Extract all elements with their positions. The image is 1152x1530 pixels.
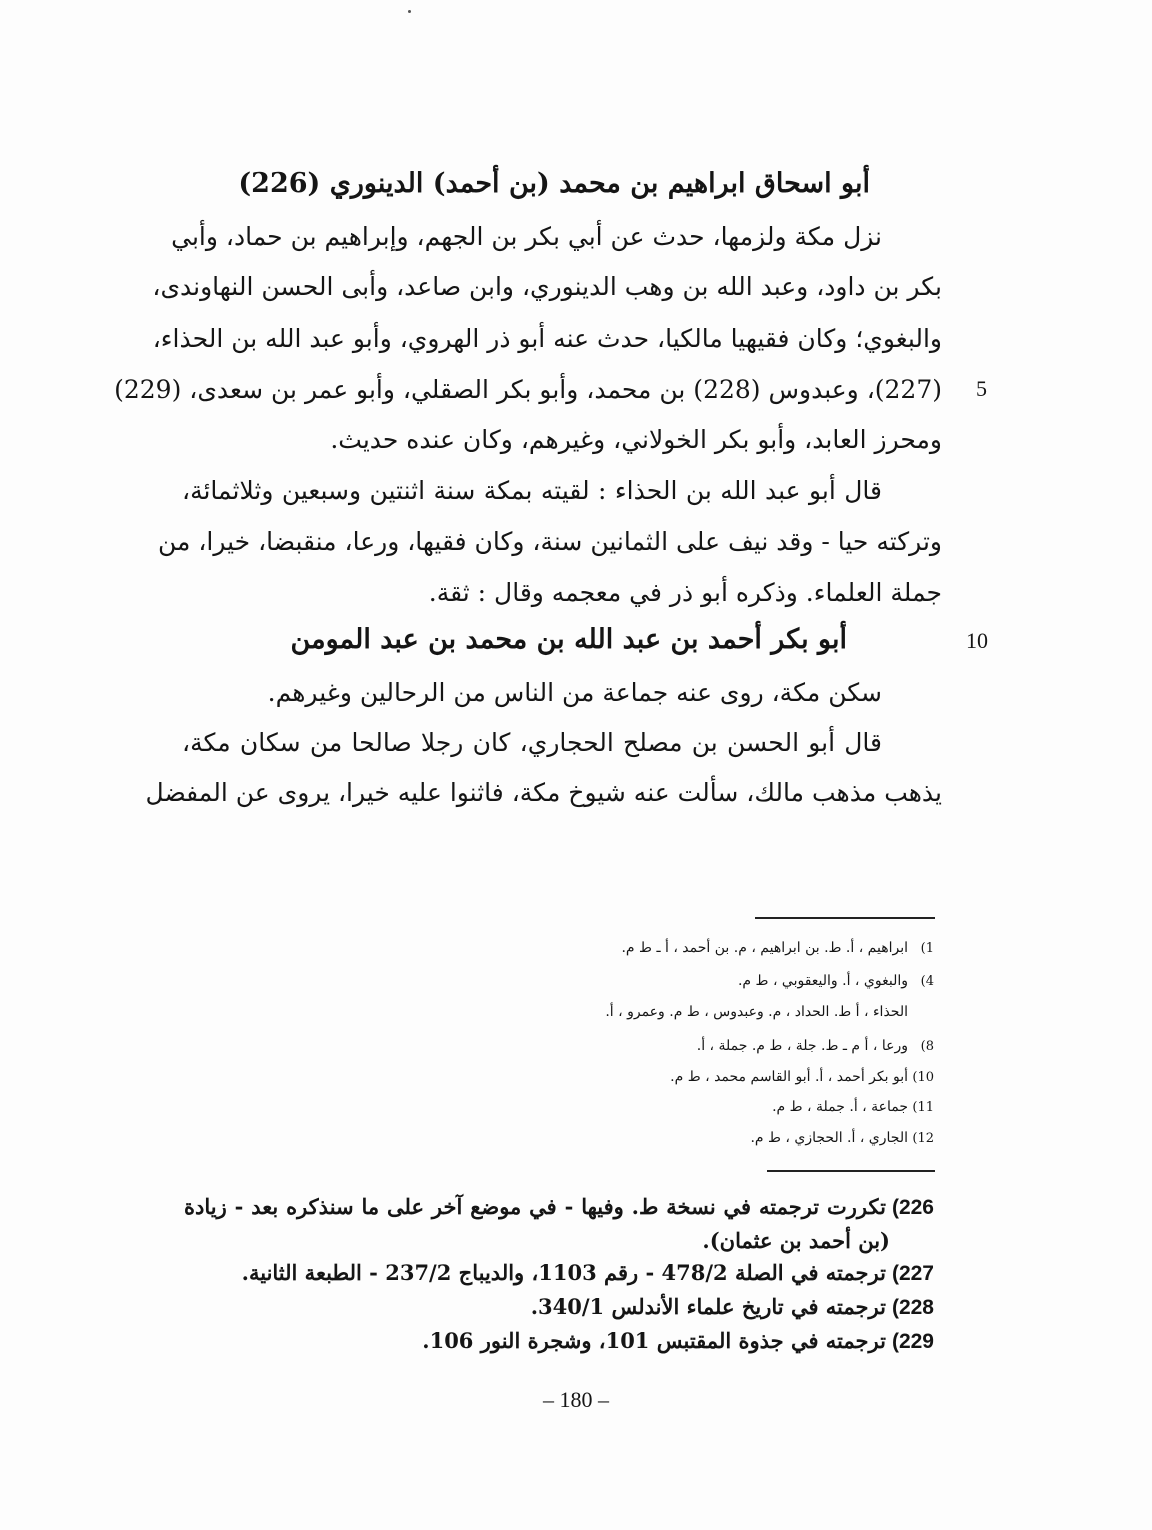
footnote-text: ترجمته في جذوة المقتبس 101، وشجرة النور 106. bbox=[422, 1328, 886, 1353]
variant-note-text: جماعة ، أ. جملة ، ط م. bbox=[772, 1099, 908, 1115]
variant-note-text: الحذاء ، أ ط. الحداد ، م. وعبدوس ، ط م. وعمرو ، أ. bbox=[605, 1004, 908, 1020]
variant-note-text: ورعا ، أ م ـ ط. جلة ، ط م. جملة ، أ. bbox=[696, 1038, 908, 1054]
variant-note bbox=[738, 970, 934, 993]
footnote-text: (بن أحمد بن عثمان). bbox=[702, 1228, 890, 1253]
variant-note-text: ابراهيم ، أ. ط. بن ابراهيم ، م. بن أحمد ، أ ـ ط م. bbox=[621, 940, 908, 956]
footnote-number: 227) bbox=[891, 1262, 934, 1285]
entry-heading-ahmad: أبو بكر أحمد بن عبد الله بن محمد بن عبد المومن bbox=[290, 624, 847, 655]
variant-notes-rule bbox=[755, 917, 935, 919]
variant-note bbox=[621, 937, 934, 960]
footnote bbox=[184, 1326, 934, 1357]
scan-speck bbox=[408, 10, 411, 13]
body-line-7: وتركته حيا - وقد نيف على الثمانين سنة، وكان فقيها، ورعا، منقبضا، خيرا، من bbox=[157, 527, 942, 556]
variant-note bbox=[750, 1127, 934, 1150]
footnote-number: 229) bbox=[891, 1330, 934, 1353]
body-line-12: يذهب مذهب مالك، سألت عنه شيوخ مكة، فاثنوا عليه خيرا، يروى عن المفضل bbox=[145, 778, 942, 807]
variant-note-number: 11) bbox=[912, 1100, 934, 1115]
variant-note bbox=[697, 1035, 934, 1058]
body-line-10: سكن مكة، روى عنه جماعة من الناس من الرحالين وغيرهم. bbox=[267, 678, 882, 707]
body-line-2: بكر بن داود، وعبد الله بن وهب الدينوري، وابن صاعد، وأبى الحسن النهاوندى، bbox=[152, 272, 942, 301]
footnote-text: ترجمته في الصلة 478/2 - رقم 1103، والديباج 237/2 - الطبعة الثانية. bbox=[241, 1260, 886, 1285]
variant-note bbox=[772, 1096, 934, 1119]
variant-note-text: الجاري ، أ. الحجازي ، ط م. bbox=[750, 1130, 908, 1146]
footnote-number: 226) bbox=[891, 1196, 934, 1219]
body-line-5: ومحرز العابد، وأبو بكر الخولاني، وغيرهم، وكان عنده حديث. bbox=[330, 425, 942, 454]
page-number: – 180 – bbox=[543, 1387, 609, 1412]
body-line-3: والبغوي؛ وكان فقيهيا مالكيا، حدث عنه أبو ذر الهروي، وأبو عبد الله بن الحذاء، bbox=[152, 324, 942, 353]
margin-line-number-5: 5 bbox=[976, 376, 987, 401]
variant-note bbox=[605, 1001, 934, 1023]
footnote bbox=[184, 1192, 934, 1223]
footnotes-rule bbox=[767, 1170, 935, 1172]
body-line-1: نزل مكة ولزمها، حدث عن أبي بكر بن الجهم، وإبراهيم بن حماد، وأبي bbox=[171, 222, 882, 251]
variant-note-text: أبو بكر أحمد ، أ. أبو القاسم محمد ، ط م. bbox=[670, 1069, 908, 1085]
body-line-6: قال أبو عبد الله بن الحذاء : لقيته بمكة سنة اثنتين وسبعين وثلاثمائة، bbox=[182, 476, 882, 505]
variant-note-number: 12) bbox=[912, 1131, 934, 1146]
footnote-text: تكررت ترجمته في نسخة ط. وفيها - في موضع آخر على ما سنذكره بعد - زيادة bbox=[184, 1194, 886, 1219]
body-line-4: (227)، وعبدوس (228) بن محمد، وأبو بكر الصقلي، وأبو عمر بن سعدى، (229) bbox=[114, 375, 942, 404]
entry-heading-226: أبو اسحاق ابراهيم بن محمد (بن أحمد) الدينوري (226) bbox=[238, 168, 870, 199]
variant-note-number: 4) bbox=[920, 974, 934, 989]
variant-note-number: 8) bbox=[920, 1039, 934, 1054]
variant-note-number: 10) bbox=[912, 1070, 934, 1085]
variant-note-number: 1) bbox=[920, 941, 934, 956]
body-line-8: جملة العلماء. وذكره أبو ذر في معجمه وقال : ثقة. bbox=[428, 578, 942, 607]
variant-note bbox=[670, 1066, 934, 1089]
footnote bbox=[184, 1292, 934, 1323]
variant-note-text: والبغوي ، أ. واليعقوبي ، ط م. bbox=[737, 973, 908, 989]
footnote-number: 228) bbox=[891, 1296, 934, 1319]
footnote-text: ترجمته في تاريخ علماء الأندلس 340/1. bbox=[530, 1294, 886, 1319]
footnote-continuation bbox=[140, 1226, 890, 1256]
footnote bbox=[184, 1258, 934, 1289]
body-line-11: قال أبو الحسن بن مصلح الحجاري، كان رجلا صالحا من سكان مكة، bbox=[182, 728, 882, 757]
margin-line-number-10: 10 bbox=[966, 628, 988, 653]
